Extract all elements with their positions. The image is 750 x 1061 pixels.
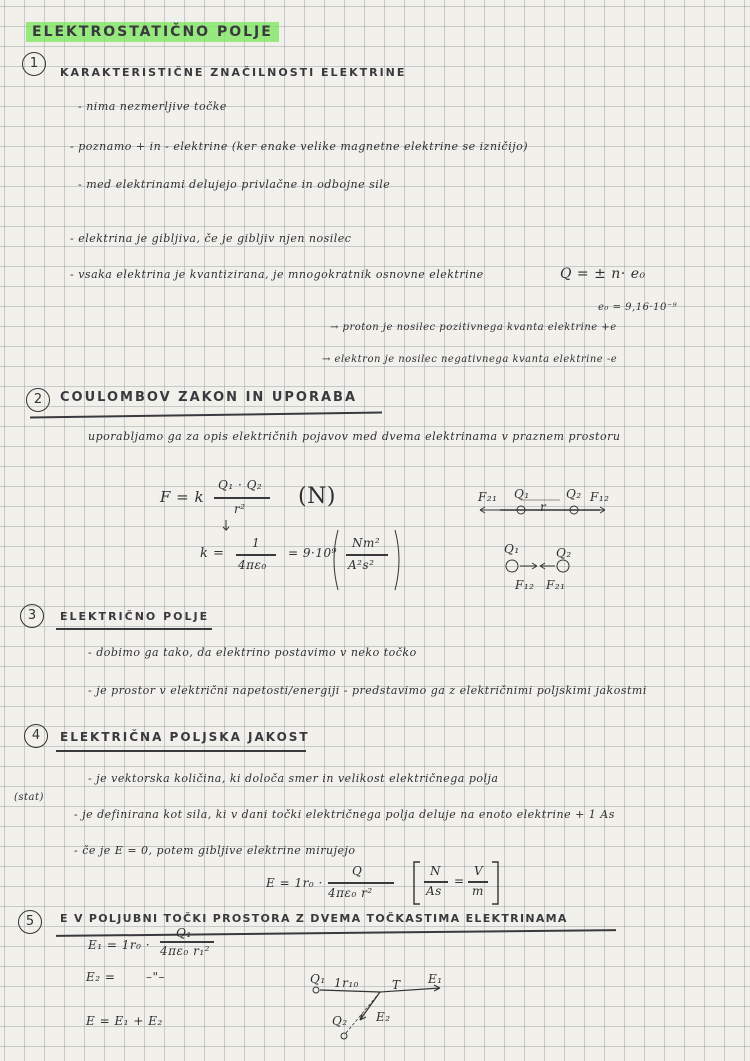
section-5-number: 5 (18, 910, 42, 934)
section-4-number: 4 (24, 724, 48, 748)
vector-e1-label: E₁ (428, 972, 443, 986)
s4-line-2: - je definirana kot sila, ki v dani točki električnega polja deluje na enoto elektrine + 1 As (74, 808, 615, 821)
unit-denominator-2: m (472, 884, 484, 898)
s2-description: uporabljamo ga za opis električnih pojavov med dvema elektrinama v praznem prostoru (88, 430, 621, 443)
e1-lhs: E₁ = 1r₀ · (88, 938, 151, 952)
diagram1-f21-label: F₂₁ (478, 490, 498, 504)
field-strength-denominator: 4πε₀ r² (328, 886, 373, 900)
section-4-heading: ELEKTRIČNA POLJSKA JAKOST (60, 730, 310, 744)
elementary-charge-value: e₀ = 9,16·10⁻⁹ (598, 302, 678, 313)
coulomb-k-numerator: 1 (252, 536, 261, 550)
section-2-heading: COULOMBOV ZAKON IN UPORABA (60, 390, 358, 405)
s3-line-1: - dobimo ga tako, da elektrino postavimo v neko točko (88, 646, 417, 659)
s1-line-1: - nima nezmerljive točke (78, 100, 227, 113)
vector-point-t-label: T (392, 978, 401, 992)
s1-note-proton: → proton je nosilec pozitivnega kvanta elektrine +e (330, 322, 617, 333)
section-1-heading: KARAKTERISTIČNE ZNAČILNOSTI ELEKTRINE (60, 66, 407, 79)
field-strength-lhs: E = 1r₀ · (266, 876, 323, 890)
e2-lhs: E₂ = (86, 970, 116, 984)
s1-line-2: - poznamo + in - elektrine (ker enake velike magnetne elektrine se izničijo) (70, 140, 529, 153)
section-5-heading: E V POLJUBNI TOČKI PROSTORA Z DVEMA TOČKASTIMA ELEKTRINAMA (60, 912, 568, 925)
e1-numerator: Q₁ (176, 926, 192, 940)
coulomb-k-lhs: k = (200, 546, 225, 561)
section-1-number: 1 (22, 52, 46, 76)
vector-e2-label: E₂ (376, 1010, 391, 1024)
section-2-number: 2 (26, 388, 50, 412)
coulomb-f-denominator: r² (234, 502, 246, 516)
page-title: ELEKTROSTATIČNO POLJE (26, 22, 279, 42)
diagram1-q1-label: Q₁ (514, 487, 530, 501)
unit-numerator-2: V (474, 864, 484, 878)
diagram2-q1-label: Q₁ (504, 542, 520, 556)
coulomb-k-unit-denominator: A²s² (348, 558, 375, 572)
coulomb-f-numerator: Q₁ · Q₂ (218, 478, 263, 492)
s4-line-1: - je vektorska količina, ki določa smer in velikost električnega polja (88, 772, 499, 785)
s4-margin-note: (stat) (14, 792, 44, 803)
diagram1-f12-label: F₁₂ (590, 490, 610, 504)
diagram1-r-label: r (540, 500, 547, 514)
vector-r-label: 1r₁₀ (334, 976, 359, 990)
vector-q2-label: Q₂ (332, 1014, 348, 1028)
coulomb-k-value: = 9·10⁹ (288, 546, 337, 560)
charge-quantization-formula: Q = ± n· e₀ (560, 266, 646, 282)
vector-q1-label: Q₁ (310, 972, 326, 986)
diagram2-f21-label: F₂₁ (546, 578, 566, 592)
s1-line-5: - vsaka elektrina je kvantizirana, je mnogokratnik osnovne elektrine (70, 268, 484, 281)
e2-same-as-above: –"– (146, 970, 166, 984)
coulomb-f-unit: (N) (298, 484, 336, 509)
section-3-heading: ELEKTRIČNO POLJE (60, 610, 210, 623)
coulomb-k-unit-numerator: Nm² (352, 536, 381, 550)
s1-note-electron: → elektron je nosilec negativnega kvanta elektrine -e (322, 354, 618, 365)
unit-denominator-1: As (426, 884, 442, 898)
diagram1-q2-label: Q₂ (566, 487, 582, 501)
unit-numerator-1: N (430, 864, 441, 878)
s4-line-3: - če je E = 0, potem gibljive elektrine mirujejo (74, 844, 356, 857)
s1-line-3: - med elektrinami delujejo privlačne in odbojne sile (78, 178, 391, 191)
coulomb-k-denominator: 4πε₀ (238, 558, 267, 572)
e-vector-sum: E = E₁ + E₂ (86, 1014, 163, 1028)
diagram2-f12-label: F₁₂ (515, 578, 535, 592)
s1-line-4: - elektrina je gibljiva, če je gibljiv njen nosilec (70, 232, 352, 245)
e1-denominator: 4πε₀ r₁² (160, 944, 210, 958)
s3-line-2: - je prostor v električni napetosti/energiji - predstavimo ga z električnimi poljskimi jakostmi (88, 684, 647, 697)
section-3-number: 3 (20, 604, 44, 628)
unit-equals: = (454, 874, 465, 888)
coulomb-f-lhs: F = k (160, 488, 205, 506)
diagram2-q2-label: Q₂ (556, 546, 572, 560)
field-strength-numerator: Q (352, 864, 363, 878)
